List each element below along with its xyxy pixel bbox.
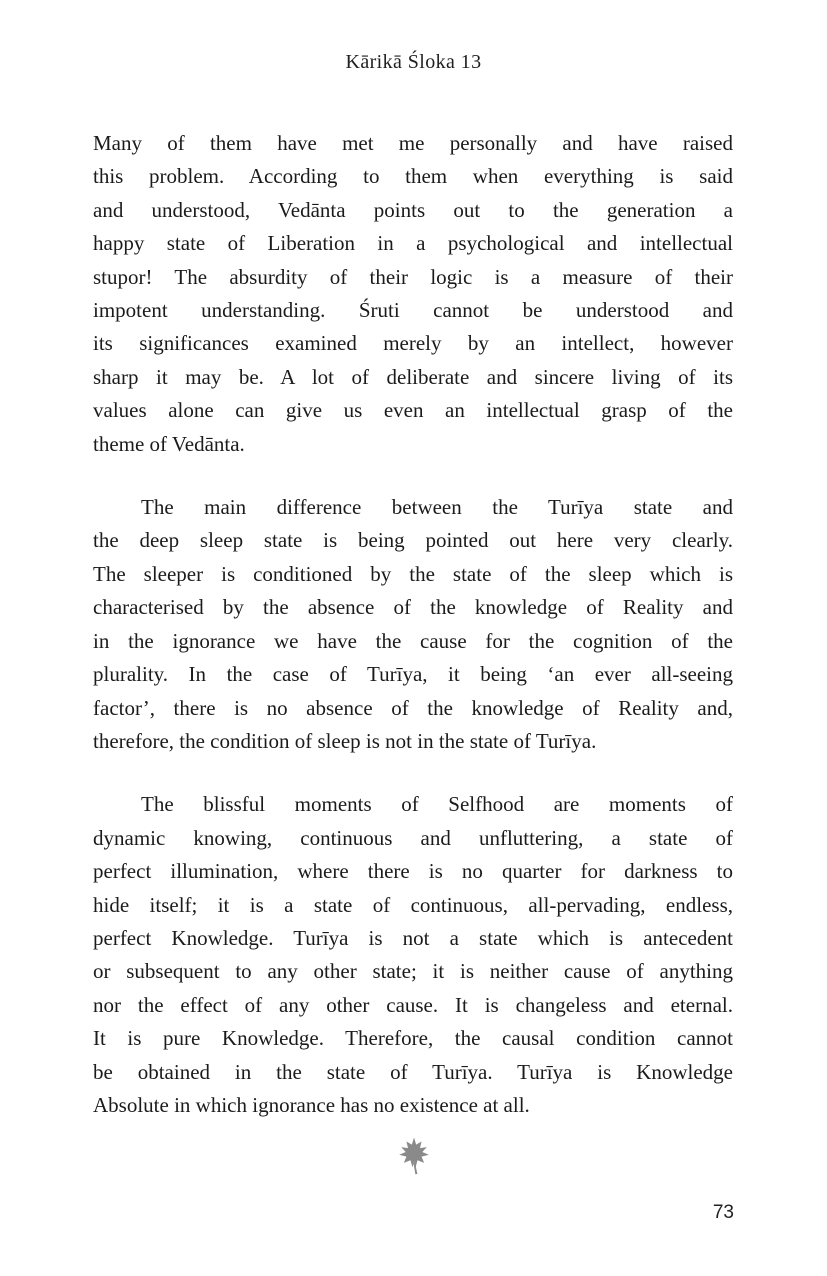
text-line: impotent understanding. Śruti cannot be understood and [93,298,733,323]
text-line: hide itself; it is a state of continuous, all-pervading, endless, [93,892,733,917]
text-line: perfect illumination, where there is no quarter for darkness to [93,859,733,884]
leaf-ornament-icon [395,1136,433,1176]
page-number: 73 [712,1202,734,1223]
text-line: in the ignorance we have the cause for the cognition of the [93,628,733,653]
text-line: and understood, Vedānta points out to the generation a [93,197,733,222]
text-line: Many of them have met me personally and have raised [93,131,733,155]
text-line: Absolute in which ignorance has no existence at all. [93,1092,530,1117]
text-line: nor the effect of any other cause. It is changeless and eternal. [93,992,733,1017]
text-line: The sleeper is conditioned by the state of the sleep which is [93,561,733,586]
text-line: its significances examined merely by an intellect, however [93,331,733,356]
paragraph [93,127,733,461]
text-line: factor’, there is no absence of the knowledge of Reality and, [93,695,733,720]
body-text [93,127,733,1122]
text-line: sharp it may be. A lot of deliberate and sincere living of its [93,364,733,389]
text-line: characterised by the absence of the knowledge of Reality and [93,595,733,620]
text-line: stupor! The absurdity of their logic is a measure of their [93,264,733,289]
text-line: The main difference between the Turīya state and [141,495,733,520]
text-line: the deep sleep state is being pointed out here very clearly. [93,528,733,553]
text-line: values alone can give us even an intellectual grasp of the [93,398,733,423]
paragraph [93,788,733,1122]
text-line: be obtained in the state of Turīya. Turīya is Knowledge [93,1059,733,1084]
text-line: therefore, the condition of sleep is not in the state of Turīya. [93,728,597,753]
paragraph [93,491,733,758]
text-line: or subsequent to any other state; it is neither cause of anything [93,959,733,984]
text-line: this problem. According to them when everything is said [93,164,733,189]
text-line: happy state of Liberation in a psychological and intellectual [93,231,733,256]
running-head: Kārikā Śloka 13 [345,51,482,73]
text-line: It is pure Knowledge. Therefore, the causal condition cannot [93,1026,733,1051]
text-line: The blissful moments of Selfhood are moments of [141,792,733,817]
text-line: perfect Knowledge. Turīya is not a state which is antecedent [93,925,733,950]
text-line: dynamic knowing, continuous and unfluttering, a state of [93,825,733,850]
text-line: plurality. In the case of Turīya, it being ‘an ever all-seeing [93,662,733,687]
text-line: theme of Vedānta. [93,431,245,456]
